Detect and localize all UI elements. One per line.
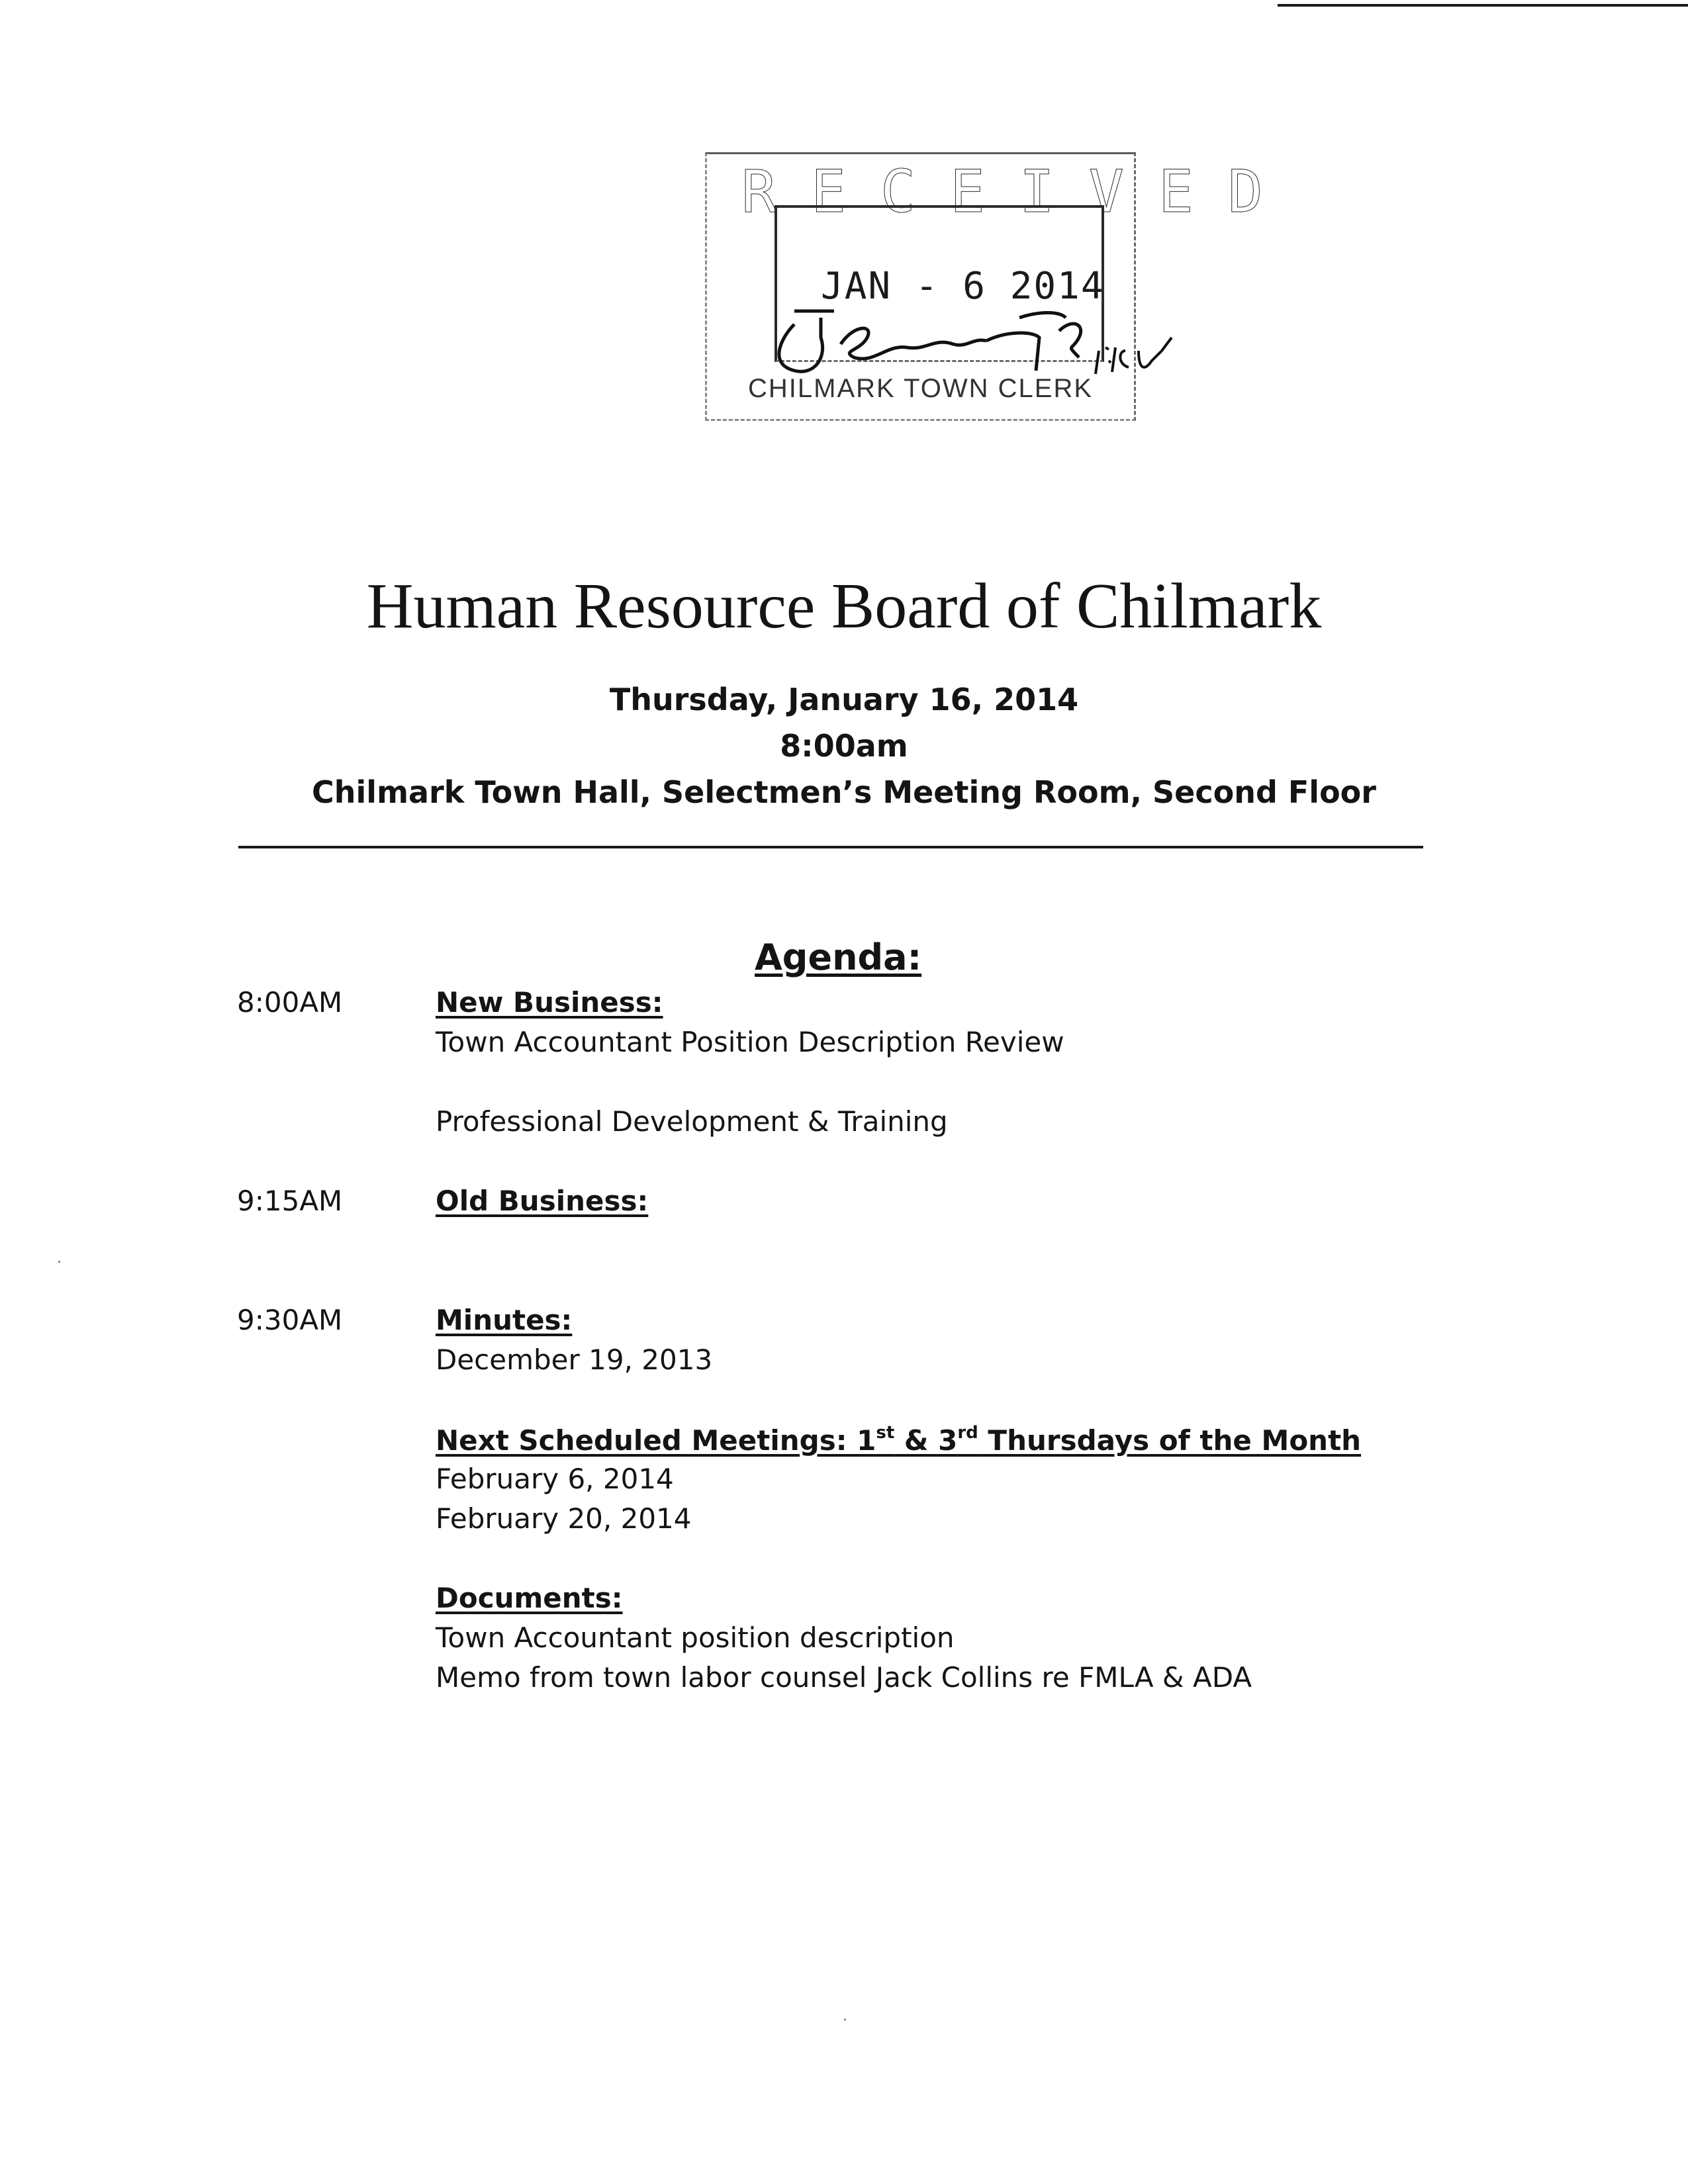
agenda-item: Professional Development & Training: [436, 1105, 948, 1138]
next-meetings-prefix: Next Scheduled Meetings: 1: [436, 1424, 876, 1457]
meeting-time: 8:00am: [780, 728, 908, 764]
agenda-time-3: 9:30AM: [237, 1304, 343, 1336]
scan-speck: [58, 1261, 60, 1263]
meeting-date: Thursday, January 16, 2014: [609, 682, 1079, 717]
agenda-time-2: 9:15AM: [237, 1185, 343, 1217]
meeting-date-item: February 20, 2014: [436, 1502, 692, 1535]
meeting-location: Chilmark Town Hall, Selectmen’s Meeting Room, Second Floor: [312, 774, 1376, 810]
minutes-heading: Minutes:: [436, 1304, 573, 1336]
agenda-time-1: 8:00AM: [237, 986, 343, 1019]
page-title: Human Resource Board of Chilmark: [366, 570, 1322, 642]
divider-rule: [238, 846, 1423, 848]
next-meetings-heading: [436, 1423, 1361, 1457]
document-item: Memo from town labor counsel Jack Collins re FMLA & ADA: [436, 1661, 1252, 1694]
next-meetings-mid: & 3: [894, 1424, 958, 1457]
stamp-received-text: RECEIVED: [741, 158, 1297, 226]
next-meetings-suffix: Thursdays of the Month: [978, 1424, 1362, 1457]
document-item: Town Accountant position description: [436, 1621, 955, 1654]
meeting-date-item: February 6, 2014: [436, 1463, 674, 1495]
ordinal-suffix: st: [876, 1423, 895, 1443]
old-business-heading: Old Business:: [436, 1185, 649, 1217]
agenda-item: Town Accountant Position Description Review: [436, 1026, 1064, 1058]
agenda-item: December 19, 2013: [436, 1343, 713, 1376]
new-business-heading: New Business:: [436, 986, 663, 1019]
stamp-clerk: CHILMARK TOWN CLERK: [748, 374, 1094, 403]
received-stamp: [702, 146, 1297, 424]
handwritten-signature: [755, 298, 1178, 390]
documents-heading: Documents:: [436, 1582, 623, 1614]
stamp-date: JAN - 6 2014: [821, 265, 1105, 308]
scan-edge-line: [1278, 4, 1688, 7]
ordinal-suffix: rd: [957, 1423, 978, 1443]
scan-speck: [844, 2019, 846, 2021]
agenda-heading: Agenda:: [755, 936, 922, 978]
